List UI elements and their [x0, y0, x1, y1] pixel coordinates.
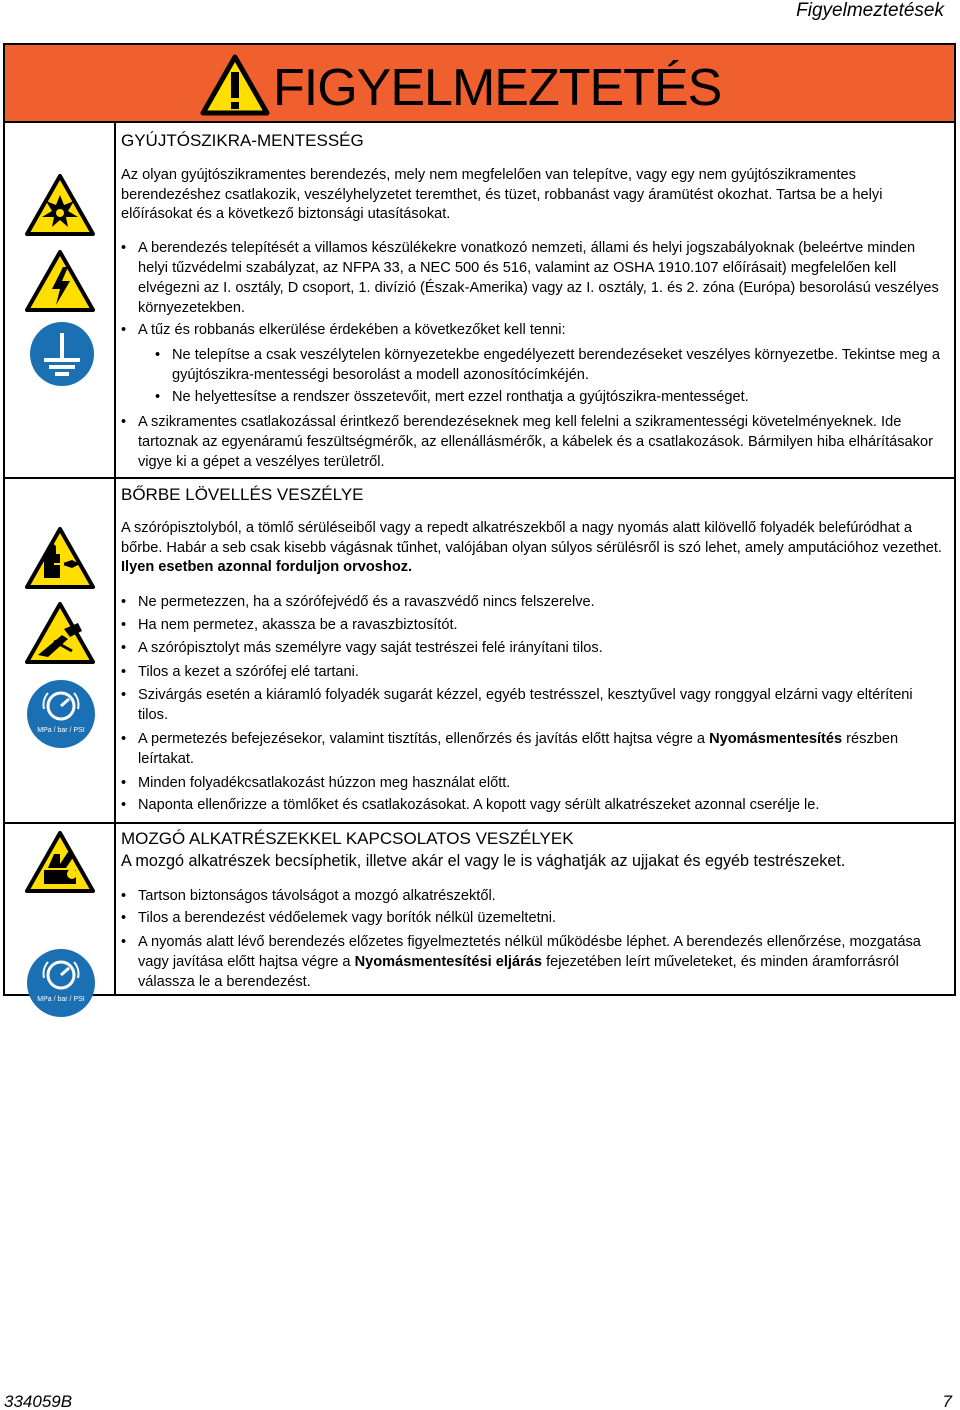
ground-icon [29, 321, 95, 387]
section-divider [5, 477, 954, 479]
injection-intro [121, 519, 946, 578]
pressure-relief-icon [26, 948, 96, 1018]
hazard-icon-column [5, 123, 116, 1003]
document-number: 334059B [4, 1392, 73, 1410]
list-item: • Minden folyadékcsatlakozást húzzon meg használat előtt. [121, 775, 511, 791]
page-header-section-name: Figyelmeztetések [796, 0, 944, 21]
sub-list-item: • Ne helyettesítse a rendszer összetevőit, mert ezzel ronthatja a gyújtószikra-mentességet. [155, 389, 749, 405]
list-item-text: Minden folyadékcsatlakozást húzzon meg használat előtt. [138, 775, 511, 791]
list-item: • Ne permetezzen, ha a szórófejvédő és a ravaszvédő nincs felszerelve. [121, 594, 595, 610]
list-item: • A berendezés telepítését a villamos készülékekre vonatkozó nemzeti, állami és helyi jogszabályoknak (beleértve minden helyi tűzvédelmi szabályzat, az NFPA 33, a NEC 500 és 516, valamint az OSHA 1910.107 előírásait) megfelelően kell elvégezni az I. osztály, D csoport, 1. divízió (Észak-Amerika) vagy az I. osztály, 1. és 2. zóna (Európa) besorolású veszélyes környezetekben. [121, 240, 939, 316]
list-item-bold: Nyomásmentesítési eljárás [354, 954, 542, 970]
list-item-text: A nyomás alatt lévő berendezés előzetes figyelmeztetés nélkül működésbe léphet. A berendezés ellenőrzése, mozgatása vagy javítása előtt hajtsa végre a [138, 934, 921, 970]
list-item-text: Tartson biztonságos távolságot a mozgó alkatrészektől. [138, 888, 496, 904]
warning-triangle-icon [200, 54, 270, 116]
list-item-text: Szivárgás esetén a kiáramló folyadék sugarát kézzel, egyéb testrésszel, kesztyűvel vagy ronggyal elzárni vagy eltéríteni tilos. [138, 687, 913, 723]
list-item-bold: Nyomásmentesítés [709, 731, 843, 747]
list-item: • Tartson biztonságos távolságot a mozgó alkatrészektől. [121, 888, 496, 904]
warning-banner-title: FIGYELMEZTETÉS [273, 59, 722, 117]
sub-list-item: • Ne telepítse a csak veszélytelen környezetekbe engedélyezett berendezéseket veszélyes környezetbe. Tekintse meg a gyújtószikra-mentességi besorolást a modell azonosítócímkéjén. [155, 347, 940, 383]
ignition-intro: Az olyan gyújtószikramentes berendezés, mely nem megfelelően van telepítve, vagy egy nem gyújtószikramentes berendezéshez csatlakozik, veszélyhelyzetet teremthet, és tüzet, robbanást vagy áramütést okozhat. Tartsa be a helyi előírásokat és a következő biztonsági utasításokat. [121, 167, 883, 222]
section-divider [5, 822, 954, 824]
list-item: • A nyomás alatt lévő berendezés előzetes figyelmeztetés nélkül működésbe léphet. A berendezés ellenőrzése, mozgatása vagy javítása előtt hajtsa végre a Nyomásmentesítési eljárás fejezetében leírt műveleteket, és minden áramforrásról válassza le a berendezést. [121, 934, 921, 990]
electric-shock-icon [24, 249, 96, 313]
pressure-units-label: MPa / bar / PSI [37, 727, 85, 734]
pressure-relief-icon [26, 679, 96, 749]
list-item-text: Naponta ellenőrizze a tömlőket és csatlakozásokat. A kopott vagy sérült alkatrészeket azonnal cserélje le. [138, 797, 820, 813]
list-item-text: részben leírtakat. [138, 731, 899, 767]
injection-intro-text: A szórópisztolyból, a tömlő sérüléseiből vagy a repedt alkatrészekből a nagy nyomás alatt kilövellő folyadék belefúródhat a bőrbe. Habár a seb csak kisebb vágásnak tűnhet, valójában olyan súlyos sérülésről is szó lehet, amely amputációhoz vezethet. [121, 520, 942, 556]
list-item: • Tilos a berendezést védőelemek vagy borítók nélkül üzemeltetni. [121, 910, 557, 926]
page-number: 7 [942, 1392, 952, 1410]
list-item: • A szikramentes csatlakozással érintkező berendezéseknek meg kell felelni a szikramentességi követelményeknek. Ide tartoznak az egyenáramú feszültségmérők, az ellenállásmérők, a kábelek és a csatlakozások. Bármilyen hiba elhárításakor vigye ki a gépet a veszélyes területről. [121, 414, 933, 470]
list-item: • Naponta ellenőrizze a tömlőket és csatlakozásokat. A kopott vagy sérült alkatrészeket azonnal cserélje le. [121, 797, 820, 813]
list-item-text: A permetezés befejezésekor, valamint tisztítás, ellenőrzés és javítás előtt hajtsa végre a [138, 731, 706, 747]
section-title-moving-parts: MOZGÓ ALKATRÉSZEKKEL KAPCSOLATOS VESZÉLYEK [121, 829, 574, 848]
spray-injection-icon [24, 601, 96, 665]
list-item-text: Tilos a berendezést védőelemek vagy borítók nélkül üzemeltetni. [138, 910, 557, 926]
list-item-text: Ne telepítse a csak veszélytelen környezetekbe engedélyezett berendezéseket veszélyes környezetbe. Tekintse meg a gyújtószikra-mentességi besorolást a modell azonosítócímkéjén. [172, 347, 940, 383]
list-item-text: Tilos a kezet a szórófej elé tartani. [138, 664, 359, 680]
list-item-text: Ne permetezzen, ha a szórófejvédő és a ravaszvédő nincs felszerelve. [138, 594, 595, 610]
injection-intro-bold: Ilyen esetben azonnal forduljon orvoshoz. [121, 559, 413, 575]
section-title-injection: BŐRBE LÖVELLÉS VESZÉLYE [121, 485, 364, 504]
list-item-text: Ne helyettesítse a rendszer összetevőit, mert ezzel ronthatja a gyújtószikra-mentességet. [172, 389, 749, 405]
list-item: • A tűz és robbanás elkerülése érdekében a következőket kell tenni: [121, 322, 566, 338]
moving-parts-intro: A mozgó alkatrészek becsíphetik, illetve akár el vagy le is vághatják az ujjakat és egyéb testrészeket. [121, 852, 846, 870]
list-item: • Ha nem permetez, akassza be a ravaszbiztosítót. [121, 617, 458, 633]
list-item-text: Ha nem permetez, akassza be a ravaszbiztosítót. [138, 617, 458, 633]
list-item-text: A szórópisztolyt más személyre vagy saját testrészei felé irányítani tilos. [138, 640, 603, 656]
list-item: • Tilos a kezet a szórófej elé tartani. [121, 664, 359, 680]
moving-parts-icon [24, 830, 96, 894]
list-item: • A szórópisztolyt más személyre vagy saját testrészei felé irányítani tilos. [121, 640, 603, 656]
skin-injection-icon [24, 526, 96, 590]
explosion-hazard-icon [24, 173, 96, 237]
list-item-text: A szikramentes csatlakozással érintkező berendezéseknek meg kell felelni a szikramentességi követelményeknek. Ide tartoznak az egyenáramú feszültségmérők, az ellenállásmérők, a kábelek és a csatlakozások. Bármilyen hiba elhárításakor vigye ki a gépet a veszélyes területről. [138, 414, 933, 470]
list-item: • A permetezés befejezésekor, valamint tisztítás, ellenőrzés és javítás előtt hajtsa végre a Nyomásmentesítés részben leírtakat. [121, 731, 899, 767]
pressure-units-label: MPa / bar / PSI [37, 996, 85, 1003]
list-item: • Szivárgás esetén a kiáramló folyadék sugarát kézzel, egyéb testrésszel, kesztyűvel vagy ronggyal elzárni vagy eltéríteni tilos. [121, 687, 913, 723]
section-title-ignition: GYÚJTÓSZIKRA-MENTESSÉG [121, 131, 364, 150]
list-item-text: fejezetében leírt műveleteket, és minden áramforrásról válassza le a berendezést. [138, 954, 899, 990]
warning-banner [5, 45, 954, 123]
list-item-text: A tűz és robbanás elkerülése érdekében a következőket kell tenni: [138, 322, 566, 338]
list-item-text: A berendezés telepítését a villamos készülékekre vonatkozó nemzeti, állami és helyi jogszabályoknak (beleértve minden helyi tűzvédelmi szabályzat, az NFPA 33, a NEC 500 és 516, valamint az OSHA 1910.107 előírásait) megfelelően kell elvégezni az I. osztály, D csoport, 1. divízió (Észak-Amerika) vagy az I. osztály, 1. és 2. zóna (Európa) besorolású veszélyes környezetekben. [138, 240, 939, 316]
